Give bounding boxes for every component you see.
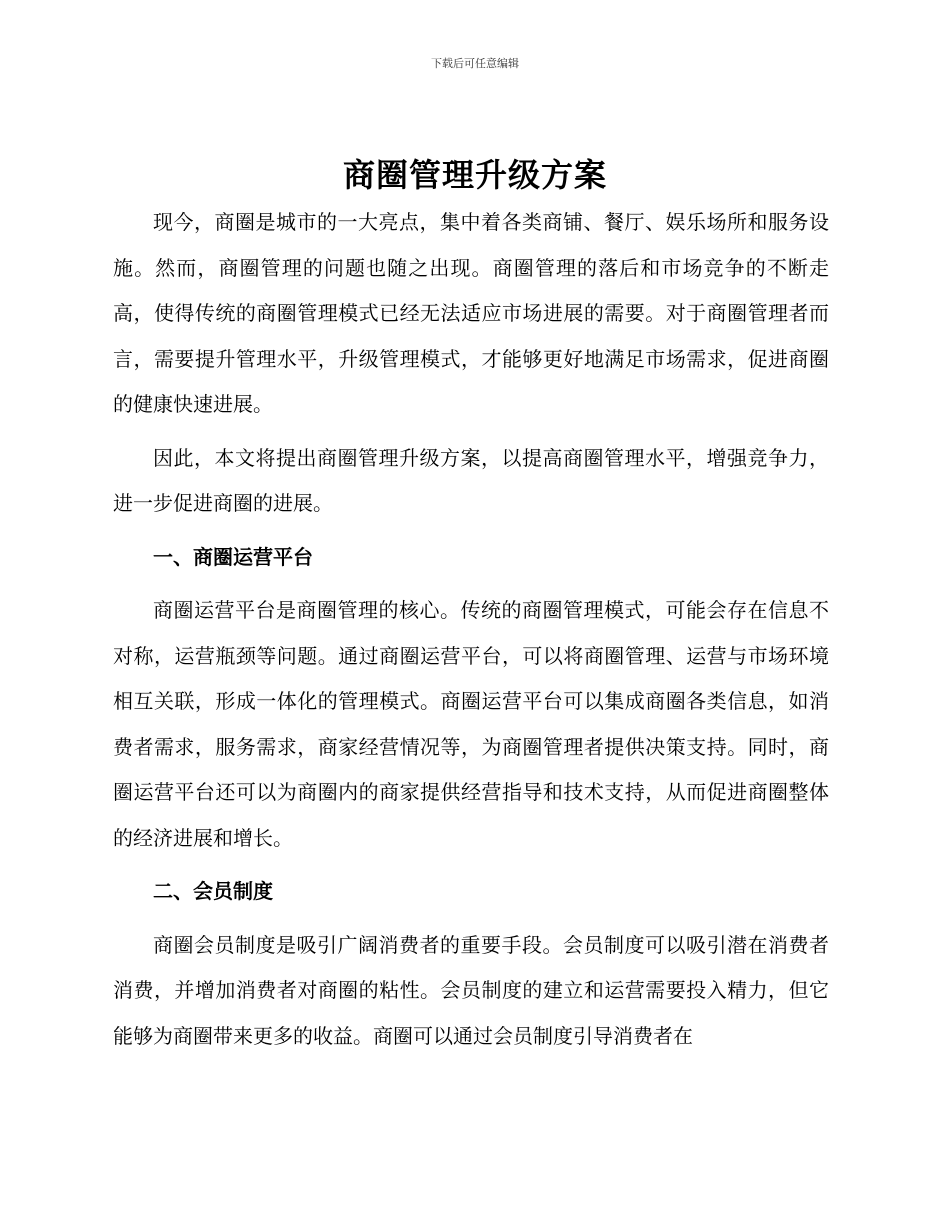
document-title: 商圈管理升级方案 [342,156,607,194]
document-body [113,200,829,1059]
intro-paragraph-2: 因此，本文将提出商圈管理升级方案，以提高商圈管理水平，增强竞争力，进一步促进商圈的进展。 [113,445,829,515]
intro-paragraph-1: 现今，商圈是城市的一大亮点，集中着各类商铺、餐厅、娱乐场所和服务设施。然而，商圈管理的问题也随之出现。商圈管理的落后和市场竞争的不断走高，使得传统的商圈管理模式已经无法适应市场进展的需要。对于商圈管理者而言，需要提升管理水平，升级管理模式，才能够更好地满足市场需求，促进商圈的健康快速进展。 [113,210,829,416]
section-1-paragraph: 商圈运营平台是商圈管理的核心。传统的商圈管理模式，可能会存在信息不对称，运营瓶颈等问题。通过商圈运营平台，可以将商圈管理、运营与市场环境相互关联，形成一体化的管理模式。商圈运营平台可以集成商圈各类信息，如消费者需求，服务需求，商家经营情况等，为商圈管理者提供决策支持。同时，商圈运营平台还可以为商圈内的商家提供经营指导和技术支持，从而促进商圈整体的经济进展和增长。 [113,598,829,850]
section-heading-1: 一、商圈运营平台 [153,544,313,569]
section-heading-2: 二、会员制度 [153,879,273,903]
section-2-paragraph: 商圈会员制度是吸引广阔消费者的重要手段。会员制度可以吸引潜在消费者消费，并增加消费者对商圈的粘性。会员制度的建立和运营需要投入精力，但它能够为商圈带来更多的收益。商圈可以通过会员制度引导消费者在 [113,932,829,1048]
header-note: 下载后可任意编辑 [431,57,519,70]
